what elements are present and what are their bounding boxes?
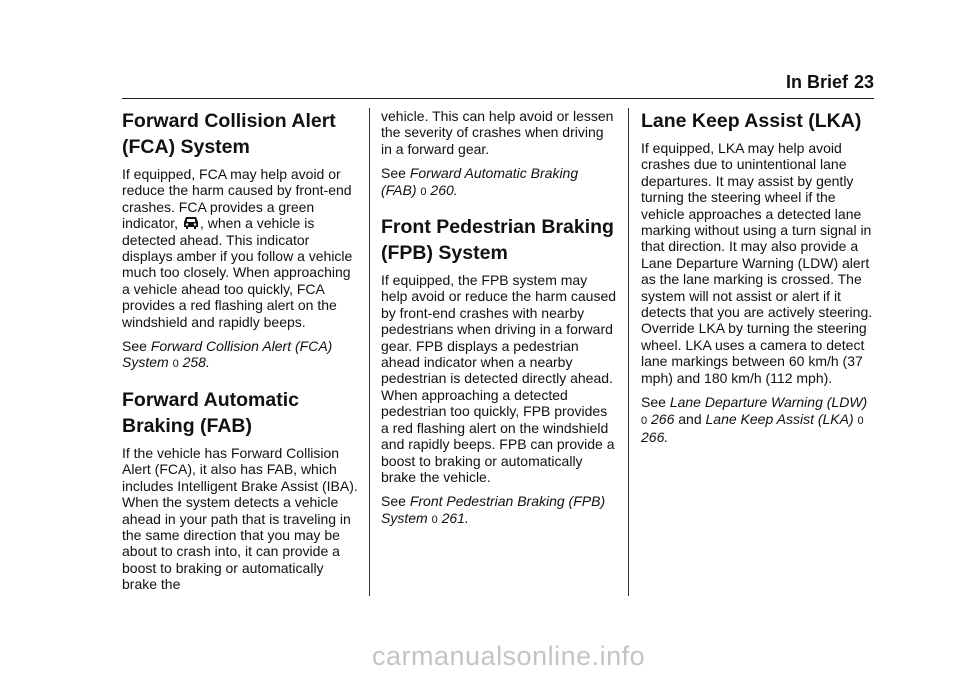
fca-heading: Forward Collision Alert (FCA) System: [122, 110, 336, 158]
fab-see-also: See Forward Automatic Braking (FAB) 0 260.: [381, 165, 579, 198]
fca-text-a: If equipped, FCA may help avoid or reduce the harm caused by front-end crashes. FCA provides a green indicator,: [122, 166, 352, 232]
page-number: 23: [853, 72, 874, 92]
fpb-reference-link[interactable]: Front Pedestrian Braking (FPB) System: [381, 493, 606, 526]
fab-heading: Forward Automatic Braking (FAB): [122, 388, 299, 437]
page-header: [0, 72, 960, 102]
fca-see-also: See Forward Collision Alert (FCA) System 0 258.: [122, 338, 333, 371]
fab-paragraph-continued: vehicle. This can help avoid or lessen the severity of crashes when driving in a forward gear.: [381, 108, 614, 157]
page-ref-arrow-icon: 0: [172, 358, 179, 371]
page-ref-arrow-icon: 0: [857, 414, 864, 427]
fpb-page-ref[interactable]: 261.: [441, 509, 469, 526]
fpb-see-also: See Front Pedestrian Braking (FPB) System 0 261.: [381, 493, 606, 526]
fpb-paragraph: If equipped, the FPB system may help avoid or reduce the harm caused by front-end crashes with nearby pedestrians when driving in a forward gear. FPB displays a pedestrian ahead indicator when a nearby pedestrian is detected directly ahead. When approaching a detected pedestrian too quickly, FPB provides a red flashing alert on the windshield and rapidly beeps. FPB can provide a boost to braking or automatically brake the vehicle.: [381, 272, 617, 485]
fab-paragraph: If the vehicle has Forward Collision Alert (FCA), it also has FAB, which includes Intelligent Brake Assist (IBA). When the system detects a vehicle ahead in your path that is traveling in the same direction that you may be about to crash into, it can provide a boost to braking or automatically brake the: [122, 444, 358, 593]
column-3: [641, 108, 877, 453]
column-1: [122, 108, 358, 601]
column-divider: [369, 108, 370, 596]
fca-page-ref[interactable]: 258.: [182, 354, 210, 371]
fab-reference-link[interactable]: Forward Automatic Braking (FAB): [381, 165, 579, 198]
fca-reference-link[interactable]: Forward Collision Alert (FCA) System: [122, 338, 333, 371]
lka-page-ref[interactable]: 266.: [641, 428, 669, 445]
fca-paragraph: [122, 166, 358, 330]
fab-page-ref[interactable]: 260.: [430, 181, 458, 198]
ldw-reference-link[interactable]: Lane Departure Warning (LDW): [669, 394, 868, 411]
page-ref-arrow-icon: 0: [641, 414, 648, 427]
ldw-page-ref[interactable]: 266: [651, 410, 675, 427]
section-title: In Brief: [785, 72, 848, 92]
page-ref-arrow-icon: 0: [431, 513, 438, 526]
column-divider: [628, 108, 629, 596]
lka-heading: Lane Keep Assist (LKA): [641, 110, 862, 132]
fpb-heading: Front Pedestrian Braking (FPB) System: [381, 216, 614, 265]
fca-text-b: , when a vehicle is detected ahead. This indicator displays amber if you follow a vehicle much too closely. When approaching a vehicle ahead too quickly, FCA provides a red flashing alert on the windshield and rapidly beeps.: [122, 215, 353, 330]
lka-reference-link[interactable]: Lane Keep Assist (LKA): [705, 410, 854, 427]
watermark: carmanualsonline.info: [372, 641, 646, 671]
vehicle-ahead-icon: [183, 216, 199, 230]
column-2: [381, 108, 617, 536]
lka-see-also: See Lane Departure Warning (LDW) 0 266 and Lane Keep Assist (LKA) 0 266.: [641, 394, 868, 445]
page-ref-arrow-icon: 0: [420, 185, 427, 198]
lka-paragraph: If equipped, LKA may help avoid crashes due to unintentional lane departures. It may assist by gently turning the steering wheel if the vehicle approaches a detected lane marking without using a turn signal in that direction. It may also provide a Lane Departure Warning (LDW) alert as the lane marking is crossed. The system will not assist or alert if it detects that you are actively steering. Override LKA by turning the steering wheel. LKA uses a camera to detect lane markings between 60 km/h (37 mph) and 180 km/h (112 mph).: [641, 140, 873, 386]
header-rule: [122, 98, 874, 99]
